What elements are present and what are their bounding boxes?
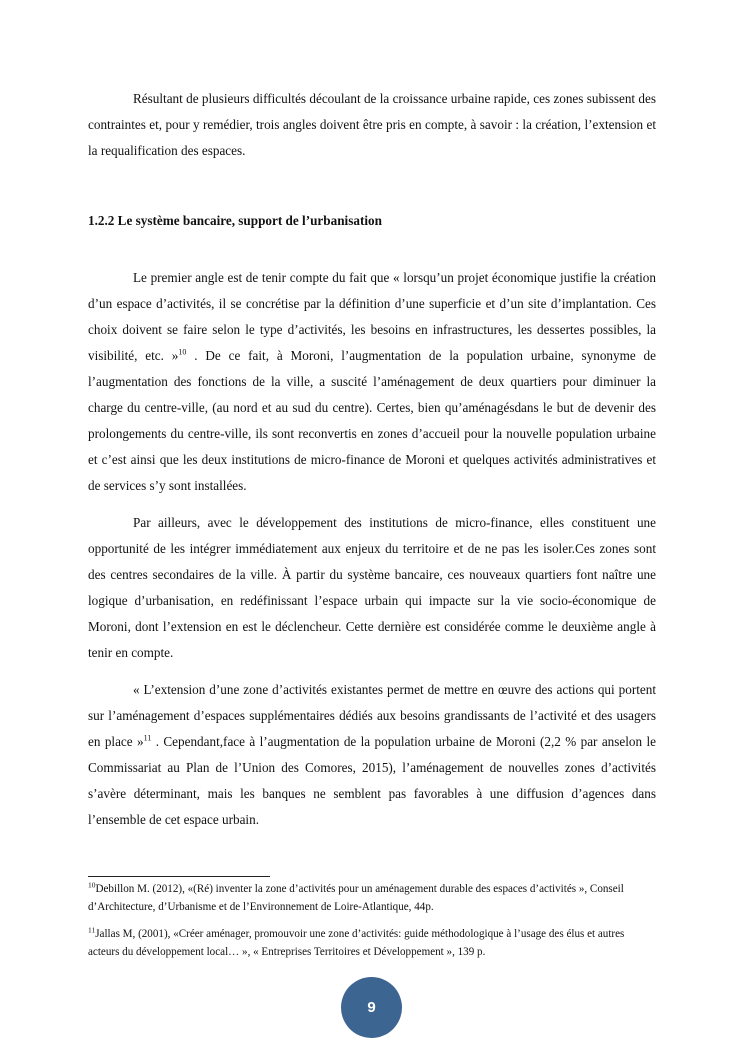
footnote-ref-10[interactable]: 10 xyxy=(178,347,187,357)
footnote-11 xyxy=(88,925,656,961)
footnote-separator xyxy=(88,876,270,877)
spacer xyxy=(88,234,656,265)
paragraph-text: « L’extension d’une zone d’activités existantes permet de mettre en œuvre des actions qui portent sur l’aménagement d’espaces supplémentaires dédiés aux besoins grandissants de l’activité et des usagers en place » xyxy=(88,682,656,749)
footnote-10 xyxy=(88,880,656,916)
page-body xyxy=(88,86,656,833)
footnotes xyxy=(88,880,656,961)
footnote-number: 10 xyxy=(88,880,96,890)
footnote-text: Jallas M, (2001), «Créer aménager, promouvoir une zone d’activités: guide méthodologique à l’usage des élus et autres acteurs du développement local… », « Entreprises Territoires et Développement », 139 p. xyxy=(88,928,625,958)
paragraph-text: Le premier angle est de tenir compte du fait que « lorsqu’un projet économique justifie la création d’un espace d’activités, il se concrétise par la définition d’une superficie et d’un site d’implantation. Ces choix doivent se faire selon le type d’activités, les besoins en infrastructures, les dessertes possibles, la visibilité, etc. » xyxy=(88,270,656,363)
footnote-ref-11[interactable]: 11 xyxy=(143,733,152,743)
spacer xyxy=(88,499,656,510)
footnote-number: 11 xyxy=(88,925,96,935)
page-number-badge xyxy=(341,977,402,1038)
intro-paragraph: Résultant de plusieurs difficultés découlant de la croissance urbaine rapide, ces zones subissent des contraintes et, pour y remédier, trois angles doivent être pris en compte, à savoir : la création, l’extension et la requalification des espaces. xyxy=(88,91,656,158)
paragraph-text: . De ce fait, à Moroni, l’augmentation de la population urbaine, synonyme de l’augmentation des fonctions de la ville, a suscité l’aménagement de deux quartiers pour diminuer la charge du centre-ville, (au nord et au sud du centre). Certes, bien qu’aménagésdans le but de devenir des prolongements du centre-ville, ils sont reconvertis en zones d’accueil pour la nouvelle population urbaine et c’est ainsi que les deux institutions de micro-finance de Moroni et quelques activités administratives et de services s’y sont installées. xyxy=(88,348,657,493)
spacer xyxy=(88,666,656,677)
spacer xyxy=(88,164,656,208)
paragraph-text: . Cependant,face à l’augmentation de la population urbaine de Moroni (2,2 % par anselon le Commissariat au Plan de l’Union des Comores, 2015), l’aménagement de nouvelles zones d’activités s’avère déterminant, mais les banques ne semblent pas favorables à une diffusion d’agences dans l’ensemble de cet espace urbain. xyxy=(88,734,656,827)
footnote-text: Debillon M. (2012), «(Ré) inventer la zone d’activités pour un aménagement durable des espaces d’activités », Conseil d’Architecture, d’Urbanisme et de l’Environnement de Loire-Atlantique, 44p. xyxy=(88,883,624,913)
section-heading: 1.2.2 Le système bancaire, support de l’urbanisation xyxy=(88,213,382,228)
paragraph-first-angle xyxy=(88,265,656,499)
page-number: 9 xyxy=(367,999,376,1016)
paragraph-micro-finance: Par ailleurs, avec le développement des institutions de micro-finance, elles constituent une opportunité de les intégrer immédiatement aux enjeux du territoire et de ne pas les isoler.Ces zones sont des centres secondaires de la ville. À partir du système bancaire, ces nouveaux quartiers font naître une logique d’urbanisation, en redéfinissant l’espace urbain qui impacte sur la vie socio-économique de Moroni, dont l’extension en est le déclencheur. Cette dernière est considérée comme le deuxième angle à tenir en compte. xyxy=(88,515,656,660)
paragraph-extension xyxy=(88,677,656,833)
